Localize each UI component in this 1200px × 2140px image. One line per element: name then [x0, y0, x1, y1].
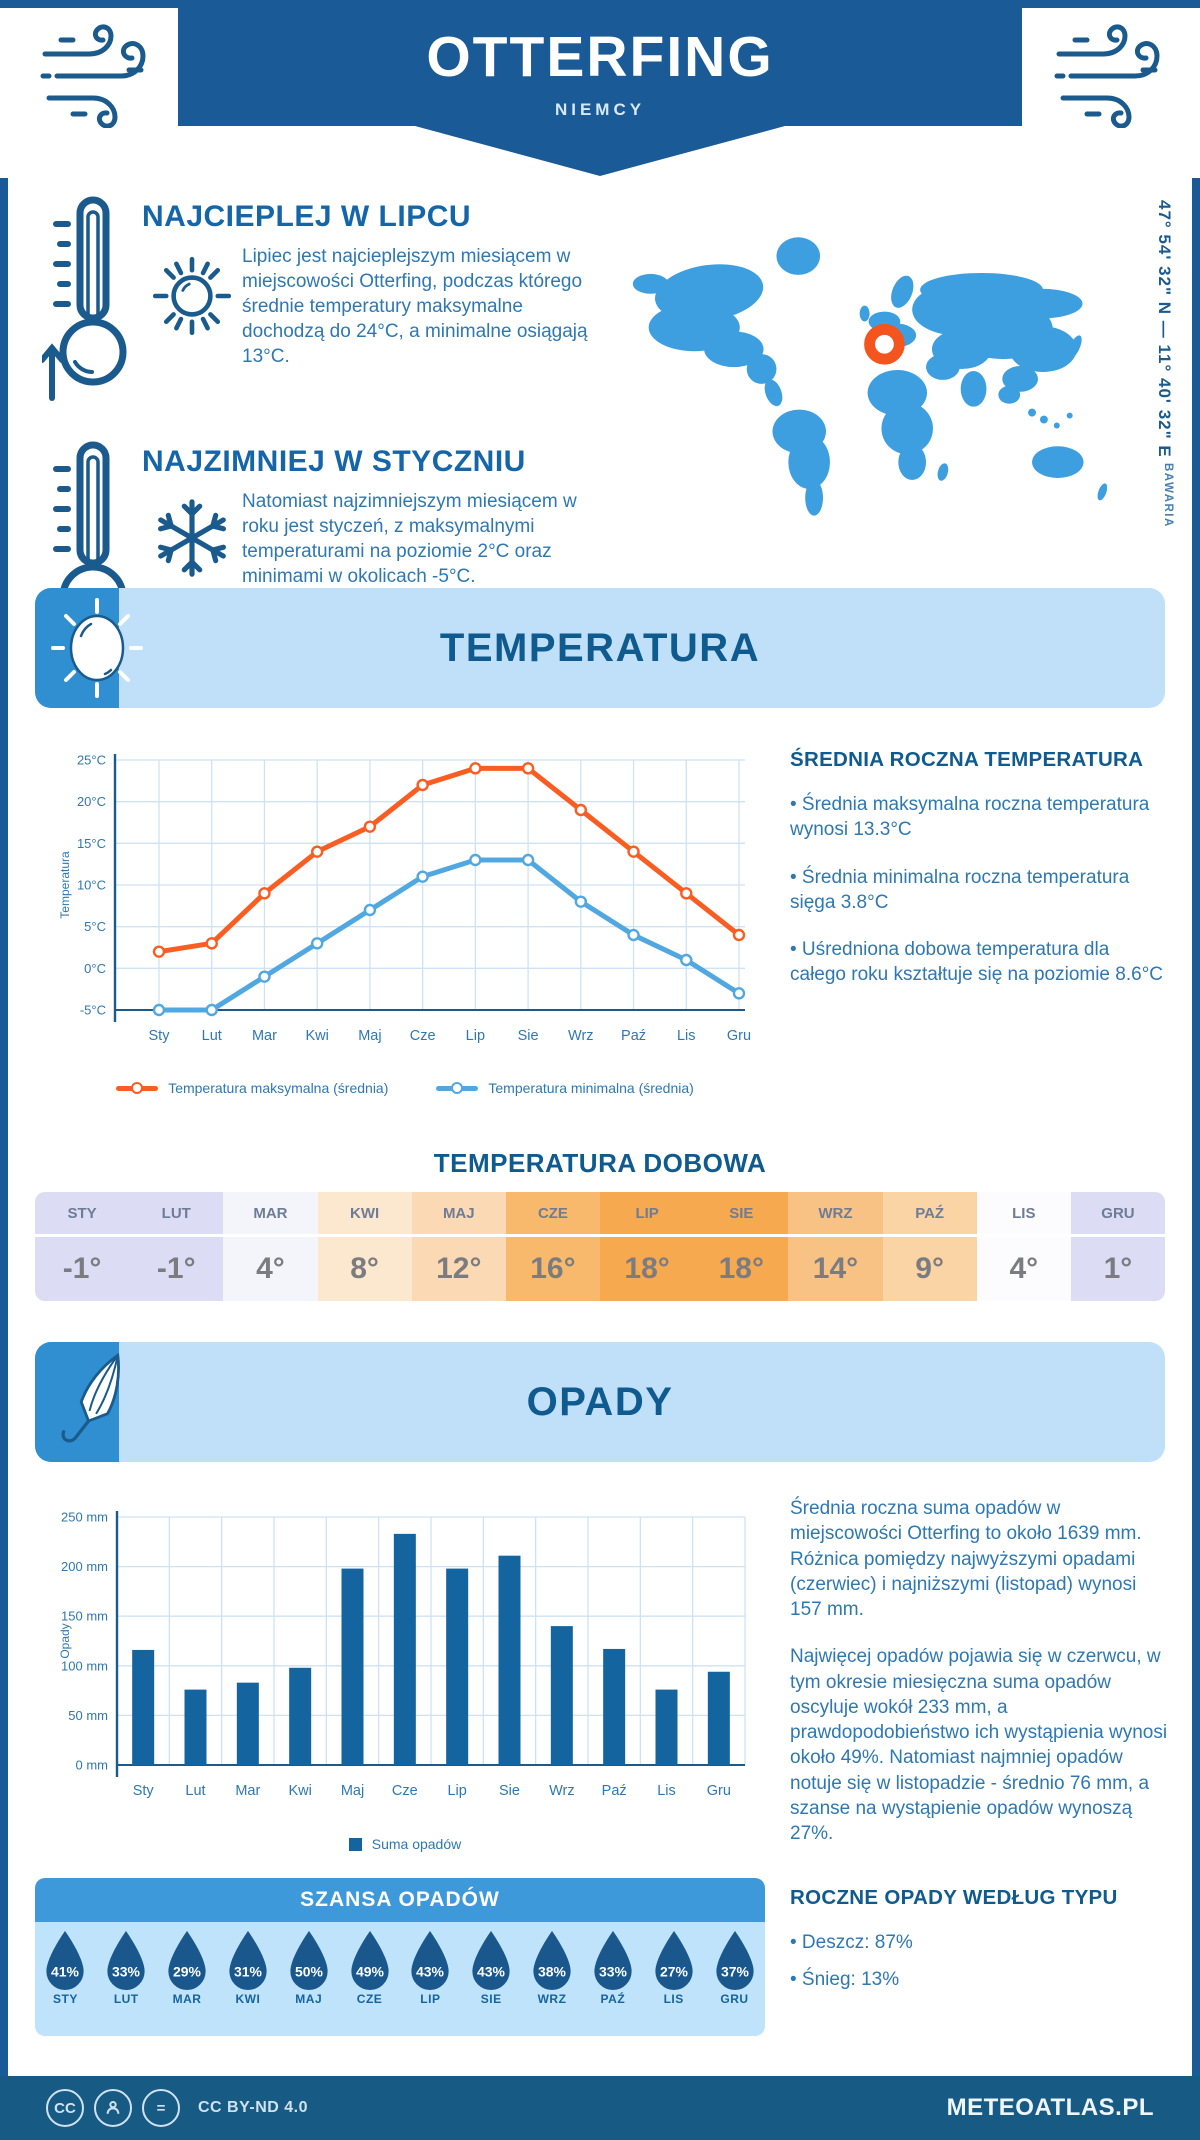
series-line-0 [159, 768, 739, 951]
point-Mar-s1 [259, 972, 269, 982]
thermometer-up-icon [42, 192, 142, 407]
cc-icon: CC [46, 2089, 84, 2127]
precipitation-chance-panel [35, 1878, 765, 2036]
snow-share: • Śnieg: 13% [790, 1969, 900, 1991]
rain-chance-CZE [344, 1930, 396, 2006]
svg-text:25°C: 25°C [76, 752, 106, 768]
bar-chart-legend [55, 1836, 755, 1852]
daily-temp-month: MAJ [412, 1192, 506, 1237]
daily-temp-value: 4° [256, 1252, 285, 1285]
svg-text:43%: 43% [477, 1963, 506, 1980]
legend-item-precip-sum [349, 1836, 462, 1852]
warmest-text: Lipiec jest najcieplejszym miesiącem w miejscowości Otterfing, podczas którego średnie temperatury maksymalne dochodzą do 24°C, a minimalne osiągają 13°C. [242, 246, 588, 368]
point-Wrz-s0 [576, 805, 586, 815]
daily-temp-value: 8° [350, 1252, 379, 1285]
x-tick-Kwi: Kwi [305, 1028, 329, 1044]
x-tick-Lut: Lut [201, 1028, 222, 1044]
page-subtitle: NIEMCY [554, 100, 646, 119]
daily-temp-month: GRU [1071, 1192, 1165, 1237]
bar-Kwi [289, 1668, 311, 1765]
rain-share: • Deszcz: 87% [790, 1932, 913, 1953]
point-Gru-s0 [734, 930, 744, 940]
page-frame-top [0, 0, 1200, 8]
page-title: OTTERFING [426, 25, 774, 89]
x-tick-Lip: Lip [447, 1783, 467, 1799]
point-Maj-s0 [365, 822, 375, 832]
attribution-person-icon [94, 2089, 132, 2127]
daily-temp-value: 9° [915, 1252, 944, 1285]
svg-text:33%: 33% [112, 1963, 141, 1980]
daily-temp-month: WRZ [788, 1192, 882, 1237]
droplet-month-label: KWI [235, 1992, 261, 2006]
daily-temp-cell-MAJ [412, 1192, 506, 1301]
x-tick-Paź: Paź [601, 1783, 627, 1799]
no-derivatives-icon: = [142, 2089, 180, 2127]
footer [0, 2076, 1200, 2140]
daily-temperature-title: TEMPERATURA DOBOWA [433, 1148, 767, 1178]
daily-temp-month: LIS [977, 1192, 1071, 1237]
rain-chance-MAJ [283, 1930, 335, 2006]
wind-icon-right-box [1022, 8, 1192, 143]
geo-coordinates [1154, 200, 1174, 630]
svg-text:250 mm: 250 mm [61, 1509, 108, 1525]
bar-Wrz [551, 1626, 573, 1765]
droplet-month-label: LIS [663, 1992, 684, 2006]
point-Mar-s0 [259, 888, 269, 898]
svg-text:38%: 38% [538, 1963, 566, 1980]
droplet-icon [285, 1930, 333, 1990]
droplet-month-label: WRZ [537, 1992, 567, 2006]
svg-text:27%: 27% [659, 1963, 688, 1980]
daily-temp-month: CZE [506, 1192, 600, 1237]
bar-Lis [656, 1690, 678, 1765]
droplet-icon [650, 1930, 698, 1990]
x-tick-Sie: Sie [499, 1783, 520, 1799]
warmest-heading: NAJCIEPLEJ W LIPCU [142, 200, 472, 233]
legend-label: Temperatura maksymalna (średnia) [168, 1080, 389, 1096]
svg-text:150 mm: 150 mm [61, 1608, 108, 1624]
svg-text:0°C: 0°C [84, 960, 106, 976]
daily-temp-cell-PAŹ [883, 1192, 977, 1301]
droplet-month-label: SIE [480, 1992, 502, 2006]
bar-Lut [185, 1690, 207, 1765]
droplet-icon [224, 1930, 272, 1990]
legend-label: Suma opadów [371, 1836, 462, 1852]
annual-temp-bullet: • Średnia maksymalna roczna temperatura wynosi 13.3°C [790, 794, 1150, 841]
brand-logo: METEOATLAS.PL [946, 2094, 1154, 2121]
legend-item-min-temp [436, 1080, 693, 1096]
daily-temp-cell-GRU [1071, 1192, 1165, 1301]
droplet-month-label: LIP [420, 1992, 441, 2006]
bar-Sie [499, 1556, 521, 1765]
droplet-month-label: MAJ [295, 1992, 323, 2006]
droplet-icon [346, 1930, 394, 1990]
bar-Lip [446, 1569, 468, 1765]
droplet-icon [406, 1930, 454, 1990]
legend-label: Temperatura minimalna (średnia) [488, 1080, 694, 1096]
precipitation-text-panel [790, 1496, 1168, 1868]
daily-temp-cell-SIE [694, 1192, 788, 1301]
daily-temp-month: STY [35, 1192, 129, 1237]
point-Lip-s1 [470, 855, 480, 865]
daily-temp-month: KWI [318, 1192, 412, 1237]
rain-chance-KWI [222, 1930, 274, 2006]
daily-temp-value: 12° [436, 1252, 482, 1285]
svg-text:Temperatura: Temperatura [58, 851, 72, 919]
coldest-heading: NAJZIMNIEJ W STYCZNIU [142, 445, 526, 478]
x-tick-Wrz: Wrz [568, 1028, 594, 1044]
bar-Cze [394, 1534, 416, 1765]
droplet-month-label: GRU [720, 1992, 749, 2006]
annual-temperature-heading: ŚREDNIA ROCZNA TEMPERATURA [790, 748, 1144, 771]
x-tick-Lis: Lis [676, 1028, 696, 1044]
svg-text:50 mm: 50 mm [68, 1707, 108, 1723]
x-tick-Lis: Lis [657, 1783, 676, 1799]
legend-item-max-temp [116, 1080, 388, 1096]
daily-temp-month: PAŹ [883, 1192, 977, 1237]
x-tick-Sty: Sty [132, 1783, 154, 1799]
rain-chance-LIS [648, 1930, 700, 2006]
svg-text:43%: 43% [416, 1963, 445, 1980]
svg-text:100 mm: 100 mm [61, 1658, 108, 1674]
daily-temp-value: 1° [1103, 1252, 1133, 1285]
location-marker [870, 329, 900, 359]
rain-chance-SIE [465, 1930, 517, 2006]
svg-text:-5°C: -5°C [79, 1002, 106, 1018]
daily-temp-value: -1° [156, 1252, 196, 1285]
svg-text:37%: 37% [720, 1963, 749, 1980]
wind-icon [33, 18, 153, 133]
precipitation-by-type-heading: ROCZNE OPADY WEDŁUG TYPU [790, 1886, 1118, 1909]
daily-temp-cell-WRZ [788, 1192, 882, 1301]
precipitation-paragraph: Średnia roczna suma opadów w miejscowości Otterfing to około 1639 mm. Różnica pomiędzy najwyższymi opadami (czerwiec) i najniższymi (listopad) wynosi 157 mm. [790, 1498, 1142, 1621]
daily-temp-cell-MAR [223, 1192, 317, 1301]
daily-temp-cell-LUT [129, 1192, 223, 1301]
daily-temp-cell-CZE [506, 1192, 600, 1301]
svg-text:49%: 49% [355, 1963, 384, 1980]
point-Maj-s1 [365, 905, 375, 915]
x-tick-Sie: Sie [517, 1028, 539, 1044]
bar-Gru [708, 1672, 730, 1765]
droplet-icon [467, 1930, 515, 1990]
x-tick-Maj: Maj [358, 1028, 382, 1044]
rain-chance-PAŹ [587, 1930, 639, 2006]
droplet-icon [528, 1930, 576, 1990]
daily-temp-cell-KWI [318, 1192, 412, 1301]
x-tick-Sty: Sty [148, 1028, 170, 1044]
daily-temp-cell-STY [35, 1192, 129, 1301]
precipitation-by-type-panel [790, 1886, 1168, 2005]
precipitation-banner-title: OPADY [526, 1379, 674, 1424]
droplet-icon [41, 1930, 89, 1990]
page-frame-right [1192, 170, 1200, 2076]
droplet-icon [711, 1930, 759, 1990]
point-Lip-s0 [470, 763, 480, 773]
point-Paź-s1 [629, 930, 639, 940]
precipitation-bar-chart [55, 1495, 755, 1825]
x-tick-Mar: Mar [235, 1783, 261, 1799]
x-tick-Gru: Gru [726, 1028, 752, 1044]
point-Lut-s0 [207, 938, 217, 948]
coordinates-text: 47° 54' 32" N — 11° 40' 32" E [1155, 200, 1174, 458]
point-Lis-s1 [681, 955, 691, 965]
precipitation-banner [35, 1342, 1165, 1462]
warmest-month-block [42, 192, 632, 407]
daily-temp-value: 18° [624, 1252, 670, 1285]
sun-icon [142, 250, 242, 342]
series-line-1 [159, 860, 739, 1010]
svg-text:15°C: 15°C [76, 835, 106, 851]
droplet-month-label: STY [52, 1992, 78, 2006]
precipitation-paragraph: Najwięcej opadów pojawia się w czerwcu, w tym okresie miesięczna suma opadów oscyluje wokół 233 mm, a prawdopodobieństwo ich wystąpienia wynosi około 49%. Natomiast najmniej opadów notuje się w listopadzie - średnio 76 mm, a szanse na wystąpienie opadów wynoszą 27%. [790, 1646, 1168, 1845]
x-tick-Gru: Gru [706, 1783, 731, 1799]
bar-Mar [237, 1683, 259, 1765]
point-Kwi-s0 [312, 847, 322, 857]
x-tick-Cze: Cze [409, 1028, 436, 1044]
header [0, 8, 1200, 178]
x-tick-Wrz: Wrz [549, 1783, 575, 1799]
svg-text:29%: 29% [173, 1963, 202, 1980]
droplet-icon [102, 1930, 150, 1990]
region-text: BAWARIA [1162, 462, 1174, 528]
line-chart-legend [55, 1080, 755, 1096]
rain-chance-WRZ [526, 1930, 578, 2006]
svg-text:0 mm: 0 mm [75, 1757, 108, 1773]
rain-chance-STY [39, 1930, 91, 2006]
temperature-banner-title: TEMPERATURA [439, 625, 761, 670]
droplet-icon [589, 1930, 637, 1990]
point-Sie-s1 [523, 855, 533, 865]
rain-chance-MAR [161, 1930, 213, 2006]
license-label: CC BY-ND 4.0 [198, 2099, 309, 2116]
point-Sty-s0 [154, 947, 164, 957]
point-Sie-s0 [523, 763, 533, 773]
svg-text:31%: 31% [233, 1963, 262, 1980]
droplet-icon [163, 1930, 211, 1990]
point-Cze-s0 [418, 780, 428, 790]
x-tick-Cze: Cze [391, 1783, 418, 1799]
world-map [615, 192, 1140, 552]
x-tick-Kwi: Kwi [288, 1783, 312, 1799]
wind-icon [1047, 18, 1167, 133]
rain-chance-GRU [709, 1930, 761, 2006]
page-frame-left [0, 170, 8, 2076]
daily-temp-month: SIE [694, 1192, 788, 1237]
annual-temp-bullet: • Uśredniona dobowa temperatura dla całego roku kształtuje się na poziomie 8.6°C [790, 939, 1164, 986]
droplet-month-label: MAR [172, 1992, 202, 2006]
temperature-banner [35, 588, 1165, 708]
daily-temp-value: 14° [812, 1252, 859, 1285]
precipitation-chance-droplets [35, 1922, 765, 2036]
point-Gru-s1 [734, 988, 744, 998]
rain-chance-LUT [100, 1930, 152, 2006]
daily-temp-value: 4° [1009, 1252, 1039, 1285]
annual-temp-bullet: • Średnia minimalna roczna temperatura sięga 3.8°C [790, 866, 1130, 913]
precipitation-chance-title: SZANSA OPADÓW [35, 1878, 765, 1922]
snowflake-icon [142, 495, 242, 581]
point-Paź-s0 [629, 847, 639, 857]
daily-temp-value: 18° [718, 1252, 764, 1285]
svg-text:50%: 50% [294, 1963, 323, 1980]
temperature-line-chart [55, 740, 755, 1070]
droplet-month-label: PAŹ [600, 1992, 626, 2006]
rain-chance-LIP [404, 1930, 456, 2006]
svg-text:33%: 33% [598, 1963, 627, 1980]
svg-text:10°C: 10°C [76, 877, 106, 893]
svg-text:5°C: 5°C [84, 919, 106, 935]
license-group [46, 2089, 308, 2127]
x-tick-Lut: Lut [185, 1783, 206, 1799]
title-ribbon-notch [415, 126, 785, 176]
annual-temperature-panel [790, 748, 1168, 1010]
bar-Paź [603, 1649, 625, 1765]
daily-temp-month: MAR [223, 1192, 317, 1237]
daily-temp-value: -1° [62, 1252, 102, 1285]
droplet-month-label: LUT [113, 1992, 139, 2006]
daily-temperature-table [35, 1192, 1165, 1301]
point-Wrz-s1 [576, 897, 586, 907]
point-Kwi-s1 [312, 938, 322, 948]
x-tick-Mar: Mar [251, 1028, 277, 1044]
daily-temp-value: 16° [530, 1252, 576, 1285]
droplet-month-label: CZE [356, 1992, 383, 2006]
daily-temp-cell-LIP [600, 1192, 694, 1301]
daily-temp-cell-LIS [977, 1192, 1071, 1301]
x-tick-Maj: Maj [340, 1783, 365, 1799]
point-Cze-s1 [418, 872, 428, 882]
x-tick-Paź: Paź [621, 1028, 647, 1044]
bar-Maj [342, 1569, 364, 1765]
point-Sty-s1 [154, 1005, 164, 1015]
svg-text:41%: 41% [51, 1963, 80, 1980]
x-tick-Lip: Lip [465, 1028, 486, 1044]
svg-text:200 mm: 200 mm [61, 1559, 108, 1575]
svg-text:20°C: 20°C [76, 794, 106, 810]
daily-temp-month: LUT [129, 1192, 223, 1237]
point-Lut-s1 [207, 1005, 217, 1015]
coldest-text: Natomiast najzimniejszym miesiącem w roku jest styczeń, z maksymalnymi temperaturami na poziomie 2°C oraz minimami w okolicach -5°C. [242, 491, 577, 588]
daily-temp-month: LIP [600, 1192, 694, 1237]
bar-Sty [132, 1650, 154, 1765]
point-Lis-s0 [681, 888, 691, 898]
svg-text:Opady: Opady [58, 1623, 72, 1659]
wind-icon-left-box [8, 8, 178, 143]
